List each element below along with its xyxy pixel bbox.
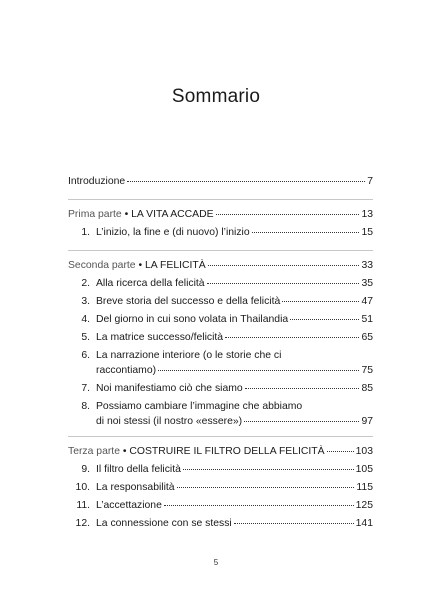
toc-chapter-12 — [68, 516, 373, 534]
page-number: 13 — [361, 209, 373, 220]
dot-leader — [327, 451, 354, 452]
chapter-number: 8. — [81, 401, 90, 412]
page-number: 141 — [355, 518, 373, 529]
dot-leader — [158, 370, 359, 371]
toc-chapter-5 — [68, 330, 373, 348]
dot-leader — [245, 388, 360, 389]
page-number: 97 — [361, 416, 373, 427]
page-number: 47 — [361, 296, 373, 307]
dot-leader — [252, 232, 360, 233]
page-number: 75 — [361, 365, 373, 376]
chapter-number: 4. — [81, 314, 90, 325]
section-divider — [68, 250, 373, 251]
chapter-number: 9. — [81, 464, 90, 475]
dot-leader — [208, 265, 360, 266]
dot-leader — [290, 319, 359, 320]
chapter-title: Breve storia del successo e della felicità — [96, 296, 281, 307]
chapter-number: 12. — [75, 518, 90, 529]
page-number: 7 — [367, 176, 373, 187]
part-label: Terza parte — [68, 446, 120, 457]
entry-label: Introduzione — [68, 176, 126, 187]
part-title: LA VITA ACCADE — [131, 209, 214, 220]
page-number: 103 — [355, 446, 373, 457]
chapter-title-line-1: Possiamo cambiare l’immagine che abbiamo — [96, 401, 303, 412]
toc-entry-introduction — [68, 174, 373, 192]
toc-chapter-3 — [68, 294, 373, 312]
chapter-title: Il filtro della felicità — [96, 464, 181, 475]
chapter-number: 5. — [81, 332, 90, 343]
page-number: 105 — [355, 464, 373, 475]
dot-leader — [225, 337, 359, 338]
chapter-number: 11. — [76, 500, 90, 511]
chapter-title: La matrice successo/felicità — [96, 332, 224, 343]
chapter-title: Alla ricerca della felicità — [96, 278, 205, 289]
part-label: Prima parte — [68, 209, 122, 220]
toc-chapter-2 — [68, 276, 373, 294]
part-separator: • — [121, 209, 132, 220]
chapter-number: 7. — [81, 383, 90, 394]
dot-leader — [207, 283, 360, 284]
chapter-title-line-2: di noi stessi (il nostro «essere») — [96, 416, 243, 427]
page-folio: 5 — [213, 558, 219, 567]
toc-chapter-9 — [68, 462, 373, 480]
part-label: Seconda parte — [68, 260, 136, 271]
chapter-number: 6. — [81, 350, 90, 361]
toc-chapter-10 — [68, 480, 373, 498]
toc-part-2 — [68, 258, 373, 276]
chapter-number: 1. — [81, 227, 90, 238]
chapter-number: 3. — [81, 296, 90, 307]
section-divider — [68, 436, 373, 437]
chapter-title: Noi manifestiamo ciò che siamo — [96, 383, 243, 394]
chapter-number: 10. — [75, 482, 90, 493]
toc-chapter-11 — [68, 498, 373, 516]
page-number: 33 — [361, 260, 373, 271]
page-number: 65 — [361, 332, 373, 343]
toc-chapter-1 — [68, 225, 373, 243]
toc-chapter-7 — [68, 381, 373, 399]
dot-leader — [282, 301, 359, 302]
page-number: 115 — [356, 482, 373, 493]
toc-part-1 — [68, 207, 373, 225]
chapter-title: Del giorno in cui sono volata in Thailandia — [96, 314, 289, 325]
chapter-number: 2. — [81, 278, 90, 289]
part-separator: • — [135, 260, 146, 271]
section-divider — [68, 199, 373, 200]
chapter-title-line-2: raccontiamo) — [96, 365, 157, 376]
part-title: LA FELICITÀ — [145, 260, 206, 271]
page-number: 85 — [361, 383, 373, 394]
page-number: 35 — [361, 278, 373, 289]
page-number: 125 — [355, 500, 373, 511]
dot-leader — [127, 181, 365, 182]
chapter-title: L’inizio, la fine e (di nuovo) l’inizio — [96, 227, 250, 238]
toc-chapter-4 — [68, 312, 373, 330]
chapter-title-line-1: La narrazione interiore (o le storie che ci — [96, 350, 282, 361]
dot-leader — [183, 469, 354, 470]
toc-chapter-8 — [68, 399, 373, 429]
page-number: 51 — [361, 314, 373, 325]
page-title: Sommario — [171, 86, 261, 107]
dot-leader — [216, 214, 360, 215]
chapter-title: La connessione con se stessi — [96, 518, 232, 529]
part-separator: • — [119, 446, 130, 457]
dot-leader — [164, 505, 354, 506]
dot-leader — [177, 487, 355, 488]
dot-leader — [234, 523, 354, 524]
chapter-title: La responsabilità — [96, 482, 175, 493]
page-number: 15 — [361, 227, 373, 238]
dot-leader — [244, 421, 359, 422]
chapter-title: L’accettazione — [96, 500, 162, 511]
toc-chapter-6 — [68, 348, 373, 378]
table-of-contents — [68, 174, 373, 534]
toc-part-3 — [68, 444, 373, 462]
part-title: COSTRUIRE IL FILTRO DELLA FELICITÀ — [129, 446, 325, 457]
